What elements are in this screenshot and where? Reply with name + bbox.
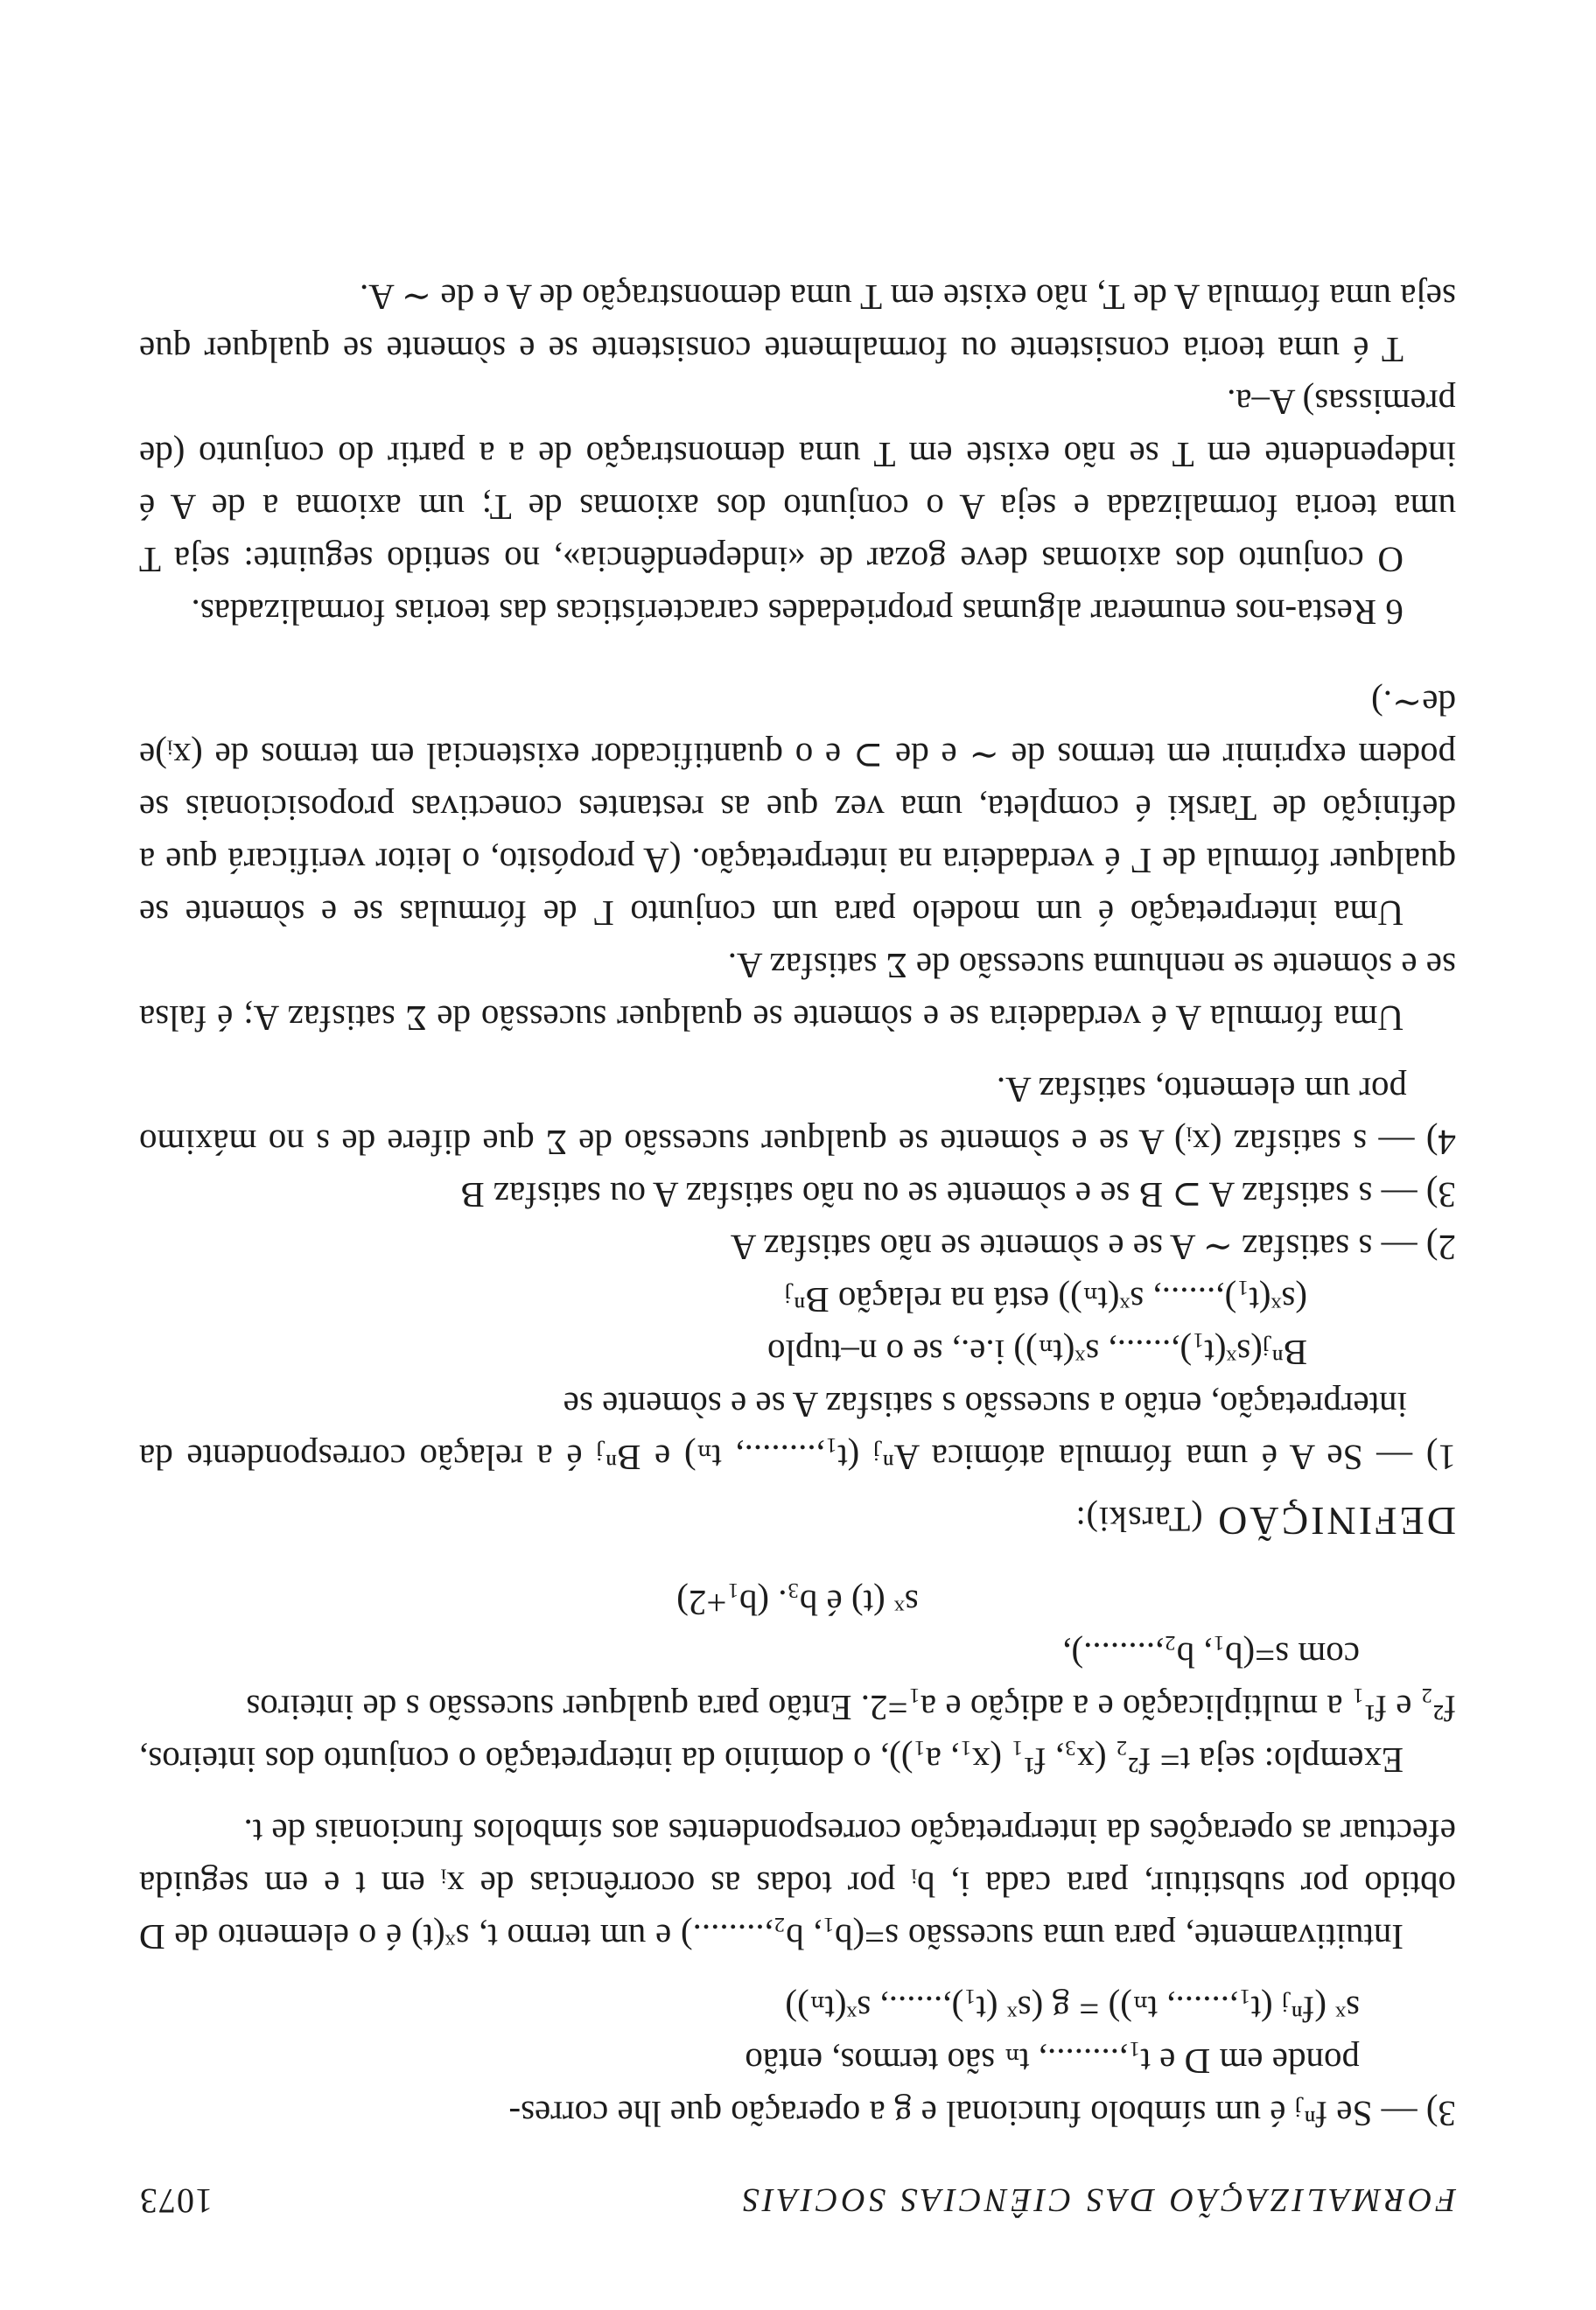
definition-note: (Tarski):: [1074, 1500, 1203, 1539]
formula-rule-3: sˣ (fⁿⱼ (t₁,......, tₙ)) = g (sˣ (t₁),......, sˣ(tₙ)): [785, 1989, 1360, 2029]
page-content: [139, 271, 1456, 2227]
definition-heading: [139, 1493, 1456, 1547]
definition-item-1: 1) — Se A é uma fórmula atómica Aⁿⱼ (t₁,........, tₙ) e Bⁿⱼ é a relação correspondente da interpretação, então a sucessão s satisfaz A se e sòmente se: [139, 1385, 1456, 1478]
paragraph-consistency: T é uma teoria consistente ou formalmente consistente se e sòmente se qualquer que seja uma fórmula A de T, não existe em T uma demonstração de A e de ∼ A.: [139, 277, 1456, 370]
example-formula: sˣ (t) é b₃. (b₁+2): [676, 1583, 919, 1623]
page-number: 1073: [139, 2181, 213, 2221]
paragraph-rule-3-cont: ponde em D e t₁,........, tₙ são termos, então: [745, 2041, 1360, 2082]
definition-item-2: 2) — s satisfaz ∼ A se e sòmente se não satisfaz A: [730, 1228, 1456, 1268]
paragraph-example: Exemplo: seja t= f²₂ (x₃, f¹₁ (x₁, a₁)), o domínio da interpretação o conjunto dos inteiros, f²₂ e f¹₁ a multiplicação e a adição e a₁=2. Então para qualquer sucessão s de inteiros: [139, 1688, 1456, 1781]
paragraph-intuitively: Intuitivamente, para uma sucessão s=(b₁, b₂,........) e um termo t, sˣ(t) é o elemento de D obtido por substituir, para cada i, bᵢ por todas as ocorrências de xᵢ em t e em seguida efectuar as operações da interpretação correspondentes aos símbolos funcionais de t.: [139, 1812, 1456, 1957]
running-title: FORMALIZAÇÃO DAS CIÊNCIAS SOCIAIS: [738, 2181, 1456, 2218]
paragraph-section-6: 6 Resta-nos enumerar algumas propriedades características das teorias formalizadas.: [191, 592, 1404, 633]
paragraph-model: Uma interpretação é um modelo para um conjunto Γ de fórmulas se e sòmente se qualquer fórmula de Γ é verdadeira na interpretação. (A propósito, o leitor verificará que a definição de Tarski é completa, uma vez que as restantes conectivas proposicionais se podem exprimir em termos de ∼ e de ⊃ e o quantificador existencial em termos de (xᵢ)e de∼.): [139, 683, 1456, 934]
example-sequence: com s=(b₁, b₂,........),: [1062, 1635, 1360, 1676]
running-header: [139, 2174, 1456, 2227]
definition-title: DEFINIÇÃO: [1215, 1499, 1456, 1544]
paragraph-truth: Uma fórmula A é verdadeira se e sòmente se qualquer sucessão de Σ satisfaz A; é falsa se e sòmente se nenhuma sucessão de Σ satisfaz A.: [139, 946, 1456, 1039]
paragraph-rule-3: 3) — Se fⁿⱼ é um símbolo funcional e g a operação que lhe corres-: [508, 2094, 1456, 2134]
definition-item-4: 4) — s satisfaz (xᵢ) A se e sòmente se qualquer sucessão de Σ que difere de s no máximo por um elemento, satisfaz A.: [139, 1070, 1456, 1163]
definition-item-1-formula: Bⁿⱼ(sˣ(t₁),......, sˣ(tₙ)) i.e., se o n–tuplo: [767, 1333, 1307, 1373]
paragraph-independence: O conjunto dos axiomas deve gozar de «independência», no sentido seguinte: seja T uma teoria formalizada e seja A o conjunto dos axiomas de T; um axioma a de A é independente em T se não existe em T uma demonstração de a a partir do conjunto (de premissas) A–a.: [139, 382, 1456, 580]
definition-item-1-formula-cont: (sˣ(t₁),......, sˣ(tₙ)) está na relação Bⁿⱼ: [784, 1280, 1307, 1320]
definition-item-3: 3) — s satisfaz A ⊃ B se e sòmente se ou não satisfaz A ou satisfaz B: [460, 1175, 1456, 1215]
